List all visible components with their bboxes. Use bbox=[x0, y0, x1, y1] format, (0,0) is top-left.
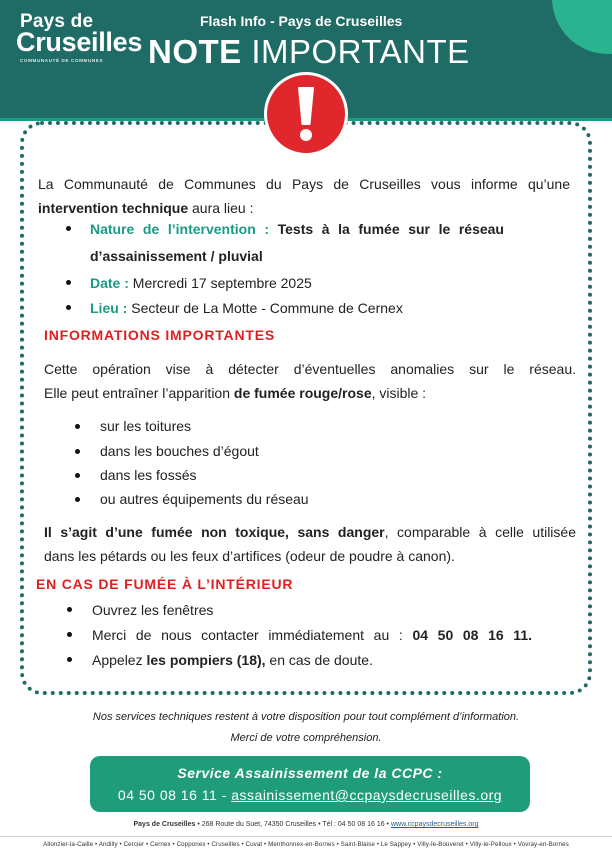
intro-line-2 bbox=[38, 198, 254, 218]
info-p2-end: , visible : bbox=[371, 385, 427, 401]
intro-bold: intervention technique bbox=[38, 200, 189, 216]
decorative-circle bbox=[552, 0, 612, 54]
date-line bbox=[90, 273, 312, 293]
footnote-line-2: Merci de votre compréhension. bbox=[230, 732, 382, 744]
nature-line-1 bbox=[90, 219, 504, 239]
emergency-item-3-start: Appelez bbox=[92, 652, 143, 668]
service-title: Service Assainissement de la CCPC : bbox=[177, 765, 443, 781]
list-item: dans les fossés bbox=[100, 467, 197, 483]
nature-value-2: d’assainissement / pluvial bbox=[90, 248, 263, 264]
footer-website-link[interactable]: www.ccpaysdecruseilles.org bbox=[390, 821, 479, 828]
intro-rest: aura lieu : bbox=[192, 200, 254, 216]
footer-contact bbox=[0, 821, 612, 828]
title-rest: IMPORTANTE bbox=[251, 33, 470, 70]
bullet-icon bbox=[75, 473, 80, 478]
bullet-icon bbox=[67, 657, 72, 662]
bullet-icon bbox=[66, 226, 71, 231]
footer-address: • 268 Route du Suet, 74350 Cruseilles • Tél : 04 50 08 16 16 • bbox=[195, 821, 391, 828]
footer-communes: Allonzier-la-Caille • Andilly • Cercier • Cernex • Copponex • Cruseilles • Cuvat • Menthonnex-en-Bornes • Saint-Blaise • Le Sappey • Villy-le-Bouveret • Villy-le-Pelloux • Vovray-en-Bornes bbox=[43, 841, 569, 848]
emergency-item-2 bbox=[92, 625, 532, 645]
info-heading: INFORMATIONS IMPORTANTES bbox=[44, 327, 276, 343]
emergency-item-3 bbox=[92, 650, 373, 670]
info-paragraph-2 bbox=[44, 383, 426, 403]
logo-line-1: Pays de bbox=[20, 11, 94, 32]
lieu-label: Lieu : bbox=[90, 300, 128, 316]
title-bold: NOTE bbox=[148, 33, 242, 70]
emergency-item-3-bold: les pompiers (18), bbox=[146, 652, 266, 668]
emergency-item-1: Ouvrez les fenêtres bbox=[92, 602, 214, 618]
emergency-heading: EN CAS DE FUMÉE À L’INTÉRIEUR bbox=[36, 576, 294, 592]
bullet-icon bbox=[75, 449, 80, 454]
intro-line-1: La Communauté de Communes du Pays de Cruseilles vous informe qu’une bbox=[38, 176, 570, 192]
list-item: sur les toitures bbox=[100, 418, 192, 434]
nature-value-1: Tests à la fumée sur le réseau bbox=[277, 221, 504, 237]
flash-info-label: Flash Info - Pays de Cruseilles bbox=[200, 13, 403, 29]
service-email-link[interactable]: assainissement@ccpaysdecruseilles.org bbox=[231, 787, 503, 803]
logo-tagline: COMMUNAUTÉ DE COMMUNES bbox=[20, 58, 104, 63]
lieu-value: Secteur de La Motte - Commune de Cernex bbox=[131, 300, 403, 316]
bullet-icon bbox=[67, 607, 72, 612]
emergency-phone: 04 50 08 16 11. bbox=[412, 627, 532, 643]
bullet-icon bbox=[66, 280, 71, 285]
bullet-icon bbox=[67, 632, 72, 637]
date-value: Mercredi 17 septembre 2025 bbox=[132, 275, 312, 291]
logo-line-2: Cruseilles bbox=[16, 27, 143, 57]
info-p2-bold: de fumée rouge/rose bbox=[233, 385, 372, 401]
footer-divider bbox=[0, 836, 612, 837]
info-p3-rest: , comparable à celle utilisée bbox=[384, 524, 576, 540]
list-item: dans les bouches d’égout bbox=[100, 443, 259, 459]
info-paragraph-1: Cette opération vise à détecter d’éventuelles anomalies sur le réseau. bbox=[44, 361, 576, 377]
warning-icon bbox=[264, 72, 348, 156]
emergency-item-3-end: en cas de doute. bbox=[269, 652, 373, 668]
page-title bbox=[148, 33, 470, 71]
info-p2-start: Elle peut entraîner l’apparition bbox=[44, 385, 231, 401]
service-contact-line bbox=[90, 787, 530, 803]
bullet-icon bbox=[66, 305, 71, 310]
service-phone: 04 50 08 16 11 - bbox=[117, 787, 227, 803]
emergency-item-2-text: Merci de nous contacter immédiatement au : bbox=[92, 627, 403, 643]
footer-org: Pays de Cruseilles bbox=[133, 821, 196, 828]
lieu-line bbox=[90, 298, 403, 318]
info-paragraph-4: dans les pétards ou les feux d’artifices (odeur de poudre à canon). bbox=[44, 548, 455, 564]
service-contact-box bbox=[90, 756, 530, 812]
info-paragraph-3 bbox=[44, 522, 576, 542]
footnote-line-1: Nos services techniques restent à votre disposition pour tout complément d’information. bbox=[92, 711, 520, 723]
date-label: Date : bbox=[90, 275, 129, 291]
info-p3-bold: Il s’agit d’une fumée non toxique, sans danger bbox=[44, 524, 385, 540]
list-item: ou autres équipements du réseau bbox=[100, 491, 309, 507]
nature-label: Nature de l’intervention : bbox=[90, 221, 270, 237]
bullet-icon bbox=[75, 497, 80, 502]
bullet-icon bbox=[75, 424, 80, 429]
